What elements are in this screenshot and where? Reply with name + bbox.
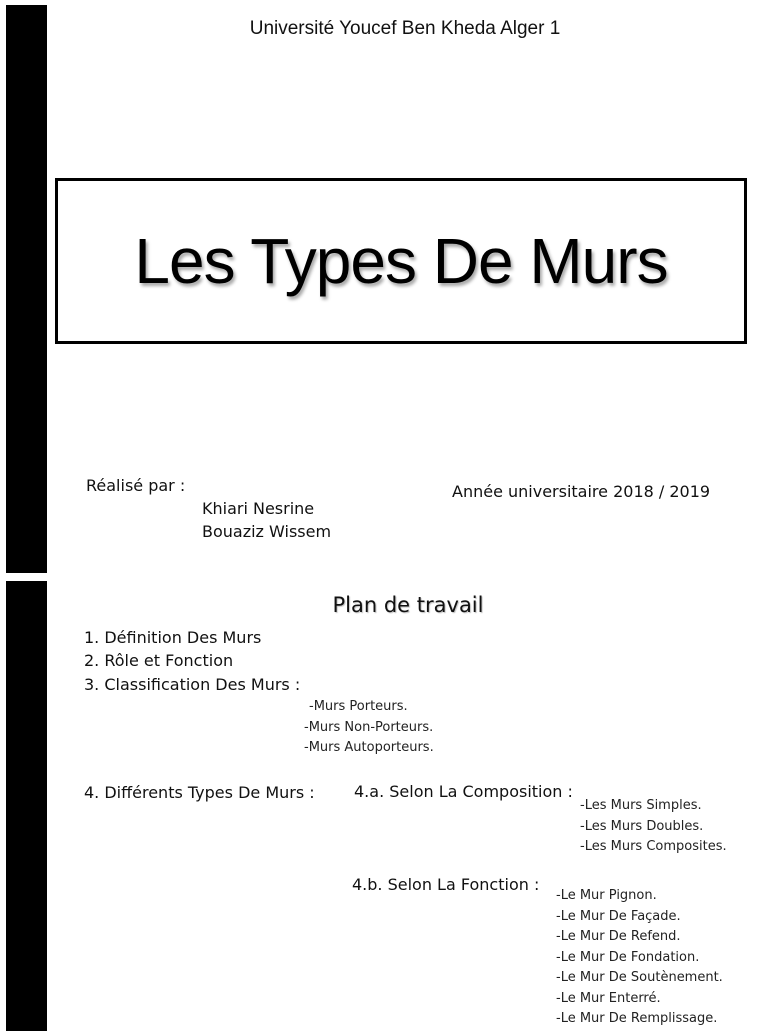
left-margin-bar-bottom (6, 581, 47, 1031)
university-name: Université Youcef Ben Kheda Alger 1 (249, 18, 561, 39)
left-margin-bar-top (6, 5, 47, 573)
list-item: -Murs Non-Porteurs. (304, 719, 434, 735)
composition-list (580, 796, 727, 858)
author-name: Khiari Nesrine (202, 499, 315, 518)
list-item: -Le Mur De Refend. (556, 929, 681, 944)
author-name: Bouaziz Wissem (202, 522, 332, 541)
fonction-label: 4.b. Selon La Fonction : (352, 875, 540, 894)
list-item: -Les Murs Composites. (580, 839, 727, 854)
list-item: -Le Mur Enterré. (556, 990, 661, 1006)
document-title: Les Types De Murs (134, 225, 668, 297)
list-item: -Murs Autoporteurs. (304, 740, 434, 755)
academic-year: Année universitaire 2018 / 2019 (452, 482, 711, 501)
list-item: -Le Mur De Fondation. (556, 949, 700, 965)
list-item: -Le Mur De Façade. (556, 908, 681, 924)
list-item: -Le Mur Pignon. (556, 888, 657, 903)
plan-item-classification: 3. Classification Des Murs : (84, 675, 301, 694)
list-item: -Le Mur De Remplissage. (556, 1011, 718, 1026)
title-frame (55, 178, 747, 344)
plan-item-types: 4. Différents Types De Murs : (84, 783, 315, 802)
list-item: -Les Murs Doubles. (580, 818, 704, 834)
authors-label: Réalisé par : (86, 476, 186, 495)
list-item: -Le Mur De Soutènement. (556, 970, 723, 985)
classification-list (304, 697, 434, 759)
composition-label: 4.a. Selon La Composition : (354, 782, 573, 801)
list-item: -Les Murs Simples. (580, 798, 702, 813)
plan-item-role: 2. Rôle et Fonction (84, 651, 234, 670)
plan-title: Plan de travail (332, 593, 484, 617)
fonction-list (556, 886, 723, 1030)
plan-item-definition: 1. Définition Des Murs (84, 628, 262, 647)
list-item: -Murs Porteurs. (309, 699, 408, 714)
